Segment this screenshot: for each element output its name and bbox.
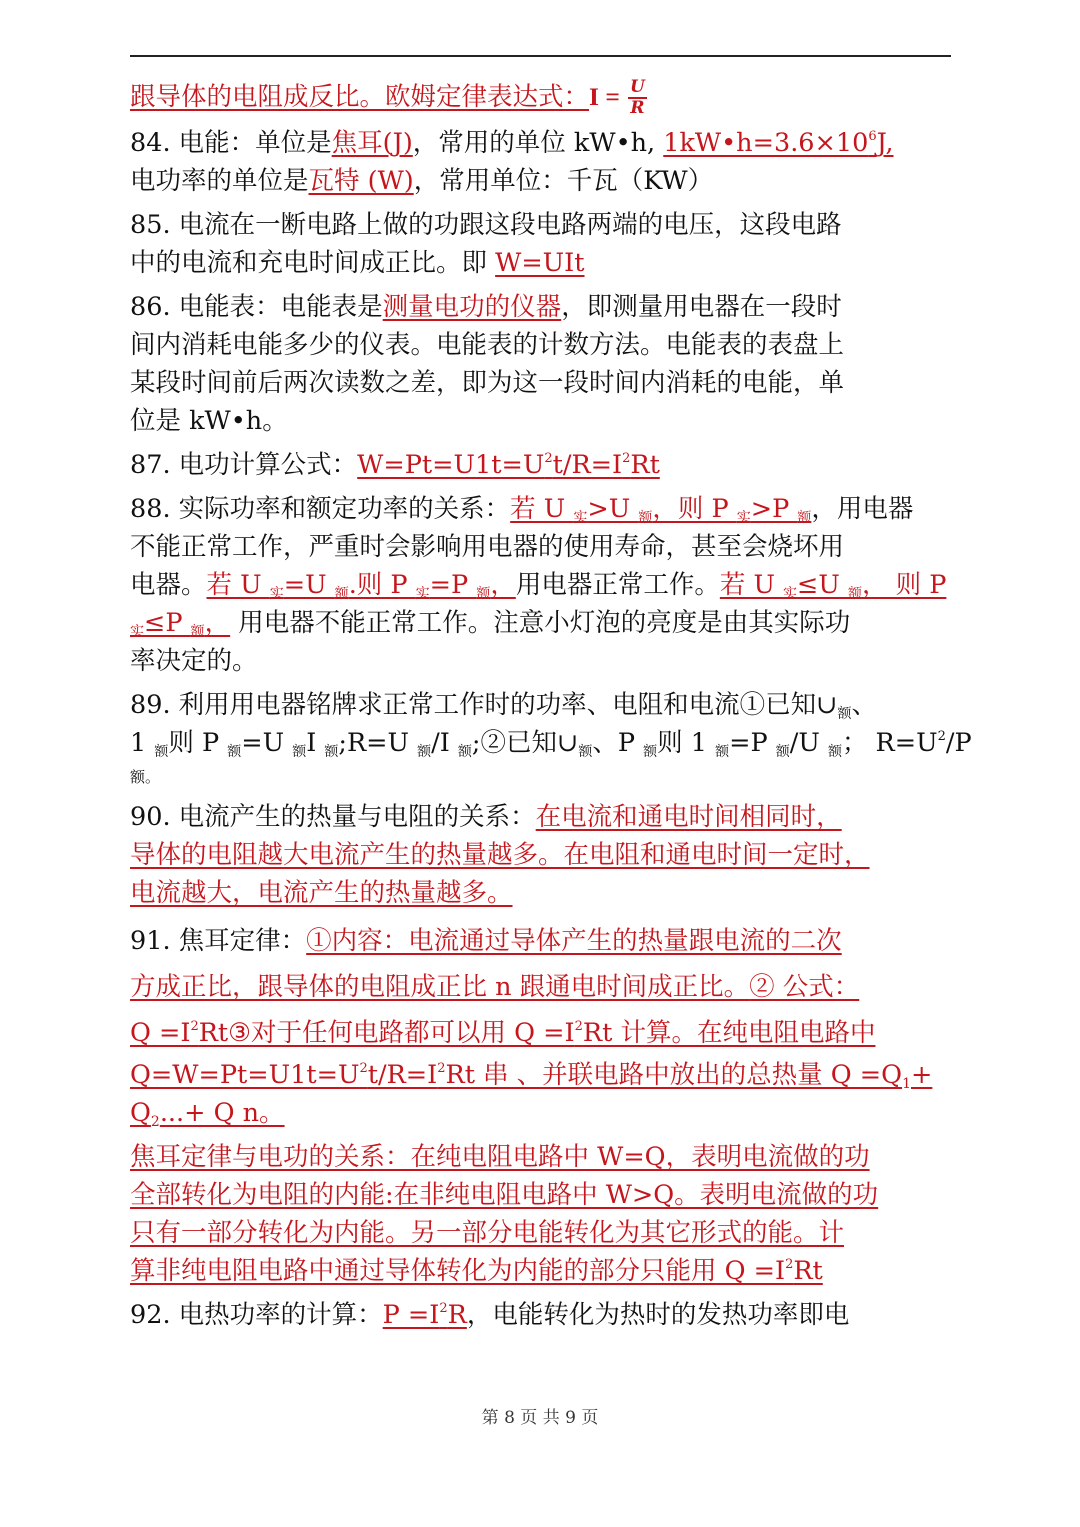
paragraph-86: 86. 电能表：电能表是测量电功的仪器，即测量用电器在一段时 间内消耗电能多少的仪表。电能表的计数方法。电能表的表盘上 某段时间前后两次读数之差，即为这一段时间内消耗的电能，单 位是 kW•h。	[130, 292, 845, 436]
document-page	[130, 77, 972, 1340]
header-rule	[130, 55, 951, 57]
paragraph-91: 91. 焦耳定律：①内容：电流通过导体产生的热量跟电流的二次 方成正比，跟导体的电阻成正比 n 跟通电时间成正比。② 公式： $Q =I^2Rt③$对于任何电路都可以用 $Q =I^2Rt$ 计算。在纯电阻电路中 $Q=W=Pt=U1t=U^2t/R=I^2Rt$ 串 、并联电路中放出的总热量 $Q =Q_1+$ $Q_2...+ Q$ n。	[130, 926, 933, 1130]
paragraph-92: 92. 电热功率的计算：$P =I^2R$，电能转化为热时的发热功率即电	[130, 1300, 850, 1330]
paragraph-90: 90. 电流产生的热量与电阻的关系：在电流和通电时间相同时， 导体的电阻越大电流产生的热量越多。在电阻和通电时间一定时， 电流越大，电流产生的热量越多。	[130, 802, 870, 908]
page-number: 第 8 页 共 9 页	[481, 1408, 599, 1428]
paragraph-85: 85. 电流在一断电路上做的功跟这段电路两端的电压，这段电路 中的电流和充电时间成正比。即 W=UIt	[130, 210, 842, 278]
paragraph-89: 89. 利用用电器铭牌求正常工作时的功率、电阻和电流①已知$\cup_额$、 1 $_额$则 P $_额$=U $_额$I $_额$;R=U $_额$/I $_额$;②已知$\cup_额$、P $_额$则 1 $_额$=P $_额$/U $_额$； $R=U^2/P$ 额。	[130, 690, 972, 786]
paragraph-87: 87. 电功计算公式：$W=Pt=U1t=U^2t/R=I^2Rt$	[130, 450, 660, 480]
ohm-law-text: 跟导体的电阻成反比。欧姆定律表达式：	[130, 82, 590, 112]
paragraph-84: 84. 电能：单位是焦耳(J)，常用的单位 kW•h, $1kW•h=3.6\times 10^6J$, 电功率的单位是瓦特 (W)，常用单位：千瓦（KW）	[130, 128, 894, 196]
ohm-law-lhs: I =	[589, 82, 620, 111]
ohm-law-fraction: $\frac{U}{R}$	[629, 77, 645, 118]
paragraph-83-tail	[130, 78, 955, 118]
paragraph-88: 88. 实际功率和额定功率的关系：若 U $_实$>U $_额$，则 P $_实$>P $_额$，用电器 不能正常工作，严重时会影响用电器的使用寿命，甚至会烧坏用 电器。若 U $_实$=U $_额$.则 P $_实$=P $_额$，用电器正常工作。若 U $_实$≤U $_额$， 则 P $_实$≤P $_额$， 用电器不能正常工作。注意小灯泡的亮度是由其实际功 率决定的。	[130, 494, 947, 676]
paragraph-joule-relation: 焦耳定律与电功的关系：在纯电阻电路中 W=Q，表明电流做的功 全部转化为电阻的内能:在非纯电阻电路中 W>Q。表明电流做的功 只有一部分转化为内能。另一部分电能转化为其它形式的能。计 算非纯电阻电路中通过导体转化为内能的部分只能用 $Q =I^2Rt$	[130, 1142, 879, 1286]
